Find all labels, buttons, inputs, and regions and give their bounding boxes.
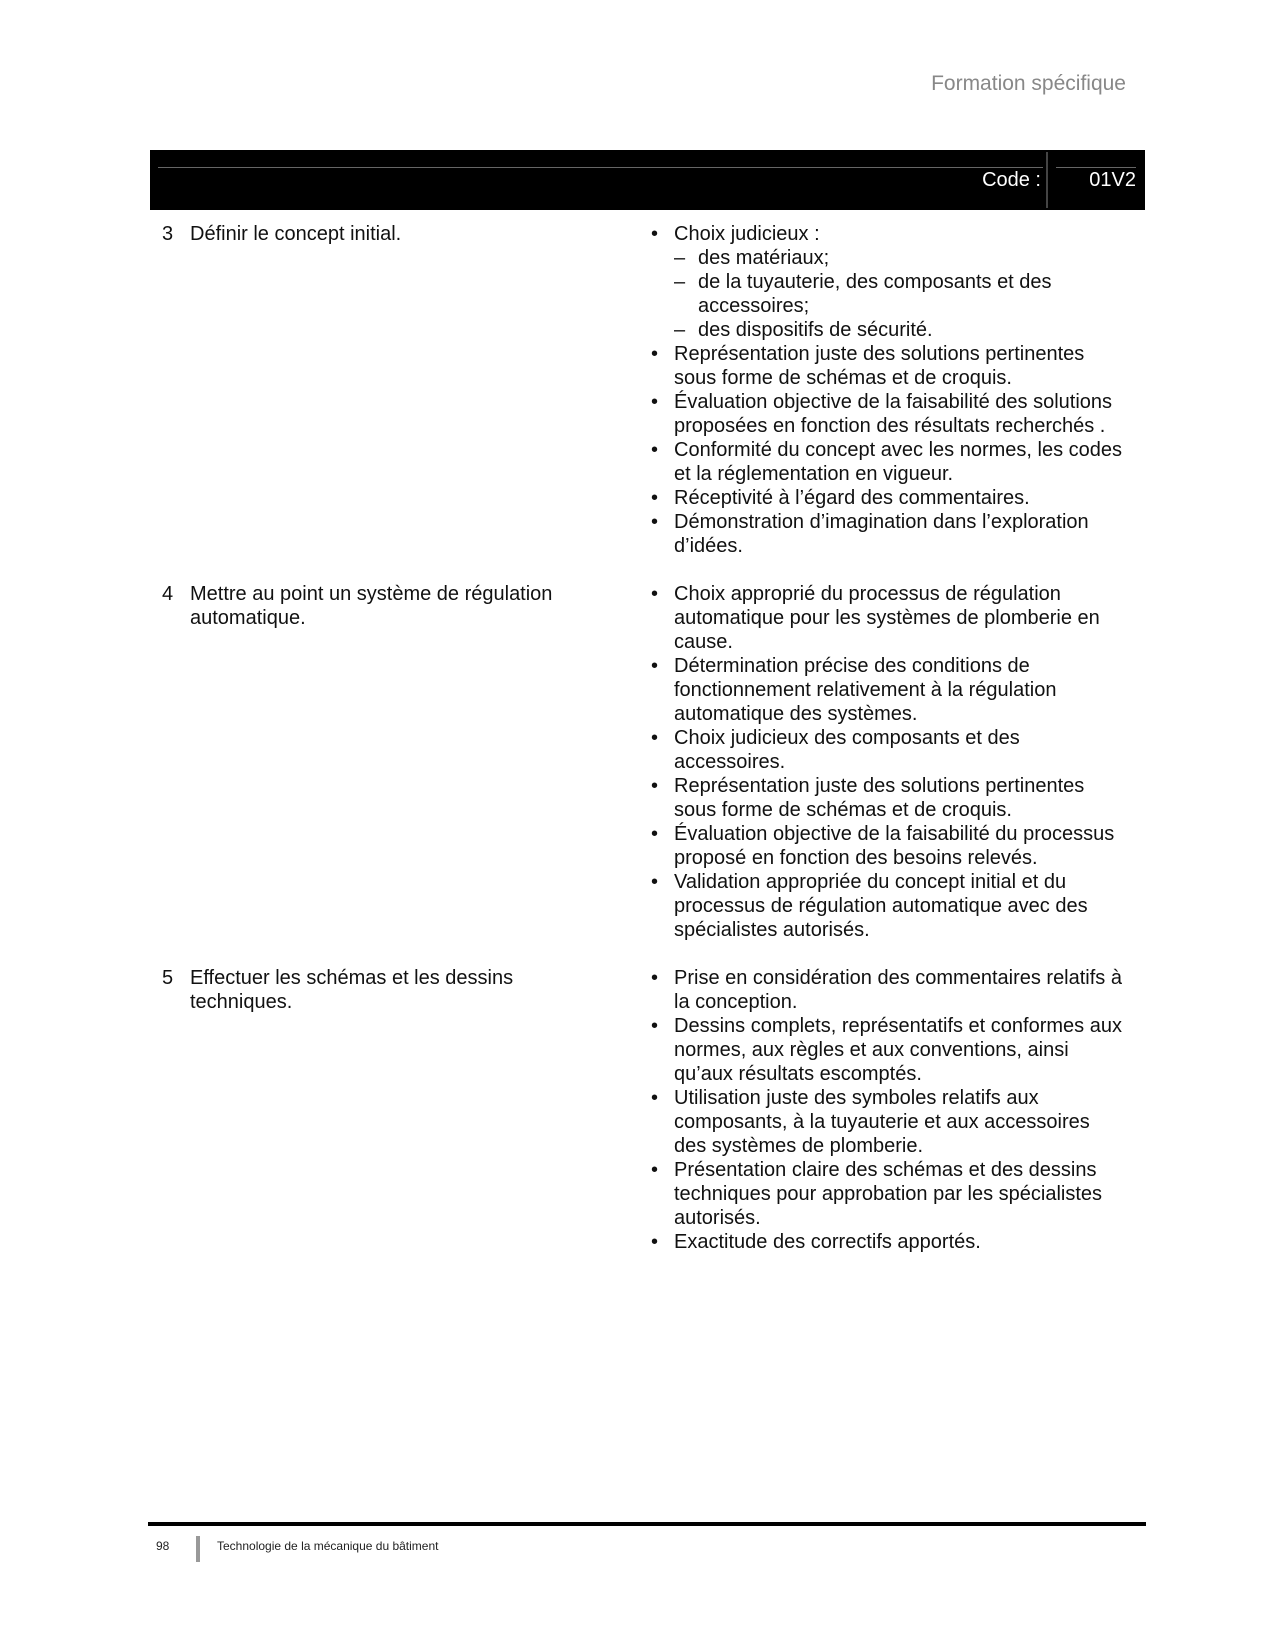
- criterion-text: Détermination précise des conditions de fonctionnement relativement à la régulation automatique des systèmes.: [674, 655, 1057, 725]
- criterion-item: [644, 1014, 1126, 1086]
- criterion-text: Représentation juste des solutions pertinentes sous forme de schémas et de croquis.: [674, 343, 1085, 389]
- element-text: Mettre au point un système de régulation automatique.: [190, 583, 553, 629]
- criterion-item: [644, 1158, 1126, 1230]
- criterion-text: Conformité du concept avec les normes, les codes et la réglementation en vigueur.: [674, 439, 1122, 485]
- criterion-item: [644, 222, 1126, 342]
- criterion-item: [644, 726, 1126, 774]
- criterion-item: [644, 342, 1126, 390]
- criterion-text: Choix approprié du processus de régulation automatique pour les systèmes de plomberie en cause.: [674, 583, 1100, 653]
- element-text: Effectuer les schémas et les dessins techniques.: [190, 967, 514, 1013]
- sub-criterion-item: – des dispositifs de sécurité.: [674, 318, 1126, 342]
- criteria-cell: [640, 582, 1126, 942]
- criterion-text: Utilisation juste des symboles relatifs aux composants, à la tuyauterie et aux accessoires des systèmes de plomberie.: [674, 1087, 1090, 1157]
- criterion-text: Présentation claire des schémas et des dessins techniques pour approbation par les spécialistes autorisés.: [674, 1159, 1103, 1229]
- element-number: 3: [162, 223, 174, 245]
- criterion-text: Validation appropriée du concept initial et du processus de régulation automatique avec des spécialistes autorisés.: [674, 871, 1088, 941]
- code-separator: [1046, 152, 1048, 208]
- footer-rule: [148, 1522, 1146, 1526]
- criterion-text: Dessins complets, représentatifs et conformes aux normes, aux règles et aux conventions, ainsi qu’aux résultats escomptés.: [674, 1015, 1122, 1085]
- footer-separator: [196, 1536, 200, 1562]
- criterion-text: Exactitude des correctifs apportés.: [674, 1231, 981, 1253]
- element-cell: [150, 966, 640, 1254]
- element-number: 5: [162, 967, 174, 989]
- header-rule: [158, 167, 1043, 168]
- competency-row: [150, 582, 1145, 942]
- criterion-text: Démonstration d’imagination dans l’exploration d’idées.: [674, 511, 1089, 557]
- element-text: Définir le concept initial.: [190, 223, 402, 245]
- criterion-text: Réceptivité à l’égard des commentaires.: [674, 487, 1030, 509]
- criterion-item: [644, 1086, 1126, 1158]
- criterion-item: [644, 654, 1126, 726]
- criterion-item: [644, 486, 1126, 510]
- criterion-item: [644, 438, 1126, 486]
- criterion-item: [644, 774, 1126, 822]
- code-value: 01V2: [1089, 169, 1136, 191]
- criteria-list: [644, 966, 1126, 1254]
- sub-criteria-list: [674, 246, 1126, 342]
- code-bar: [150, 150, 1145, 210]
- competency-row: [150, 966, 1145, 1254]
- criterion-item: [644, 390, 1126, 438]
- criterion-item: [644, 822, 1126, 870]
- footer-document-title: Technologie de la mécanique du bâtiment: [217, 1539, 439, 1553]
- page-number: 98: [156, 1539, 170, 1553]
- criteria-list: [644, 582, 1126, 942]
- criterion-text: Évaluation objective de la faisabilité du processus proposé en fonction des besoins relevés.: [674, 823, 1115, 869]
- competency-table: [150, 222, 1145, 1278]
- criterion-text: Représentation juste des solutions pertinentes sous forme de schémas et de croquis.: [674, 775, 1085, 821]
- criterion-text: Prise en considération des commentaires relatifs à la conception.: [674, 967, 1122, 1013]
- element-cell: [150, 222, 640, 558]
- criteria-cell: [640, 222, 1126, 558]
- criterion-text: Choix judicieux des composants et des accessoires.: [674, 727, 1020, 773]
- criterion-item: [644, 870, 1126, 942]
- element-number: 4: [162, 583, 174, 605]
- criterion-item: [644, 510, 1126, 558]
- sub-criterion-item: – des matériaux;: [674, 246, 1126, 270]
- element-cell: [150, 582, 640, 942]
- criterion-item: [644, 1230, 1126, 1254]
- section-title: Formation spécifique: [931, 72, 1126, 95]
- criterion-item: [644, 582, 1126, 654]
- code-label: Code :: [982, 169, 1041, 191]
- header-rule-right: [1056, 167, 1136, 168]
- criterion-text: Évaluation objective de la faisabilité des solutions proposées en fonction des résultats recherchés .: [674, 391, 1113, 437]
- criteria-list: [644, 222, 1126, 558]
- criterion-text: Choix judicieux :: [674, 223, 820, 245]
- competency-row: [150, 222, 1145, 558]
- criterion-item: [644, 966, 1126, 1014]
- sub-criterion-item: – de la tuyauterie, des composants et des accessoires;: [674, 270, 1126, 318]
- criteria-cell: [640, 966, 1126, 1254]
